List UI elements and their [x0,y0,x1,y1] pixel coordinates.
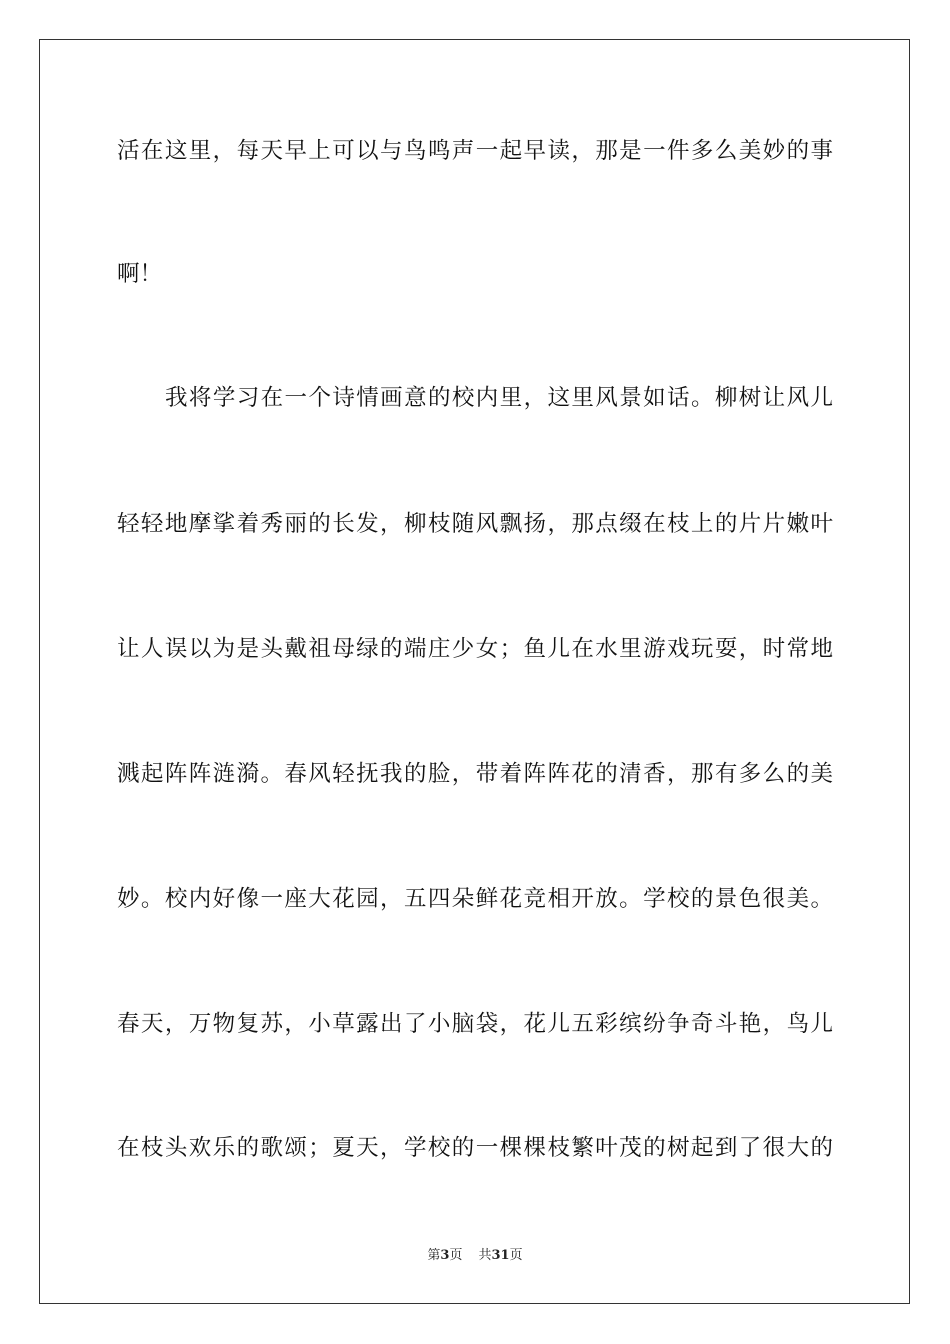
text-line-3: 我将学习在一个诗情画意的校内里，这里风景如话。柳树让风儿 [165,385,833,411]
text-line-9: 在枝头欢乐的歌颂；夏天，学校的一棵棵枝繁叶茂的树起到了很大的 [117,1135,833,1161]
text-line-6: 溅起阵阵涟漪。春风轻抚我的脸，带着阵阵花的清香，那有多么的美 [117,761,833,787]
page-footer [0,1244,950,1263]
total-label-suffix: 页 [509,1248,523,1263]
text-line-5: 让人误以为是头戴祖母绿的端庄少女；鱼儿在水里游戏玩耍，时常地 [117,636,833,662]
total-pages: 31 [491,1248,510,1263]
page-label-suffix: 页 [449,1248,463,1263]
total-label-prefix: 共 [478,1248,492,1263]
text-line-2: 啊！ [117,261,163,287]
text-line-8: 春天，万物复苏，小草露出了小脑袋，花儿五彩缤纷争奇斗艳，鸟儿 [117,1011,833,1037]
text-line-7: 妙。校内好像一座大花园，五四朵鲜花竞相开放。学校的景色很美。 [117,886,833,912]
text-line-4: 轻轻地摩挲着秀丽的长发，柳枝随风飘扬，那点缀在枝上的片片嫩叶 [117,511,833,537]
page-number: 3 [440,1248,450,1263]
text-line-1: 活在这里，每天早上可以与鸟鸣声一起早读，那是一件多么美妙的事 [117,138,833,164]
page-label-prefix: 第 [427,1248,441,1263]
page-border [39,39,910,1304]
